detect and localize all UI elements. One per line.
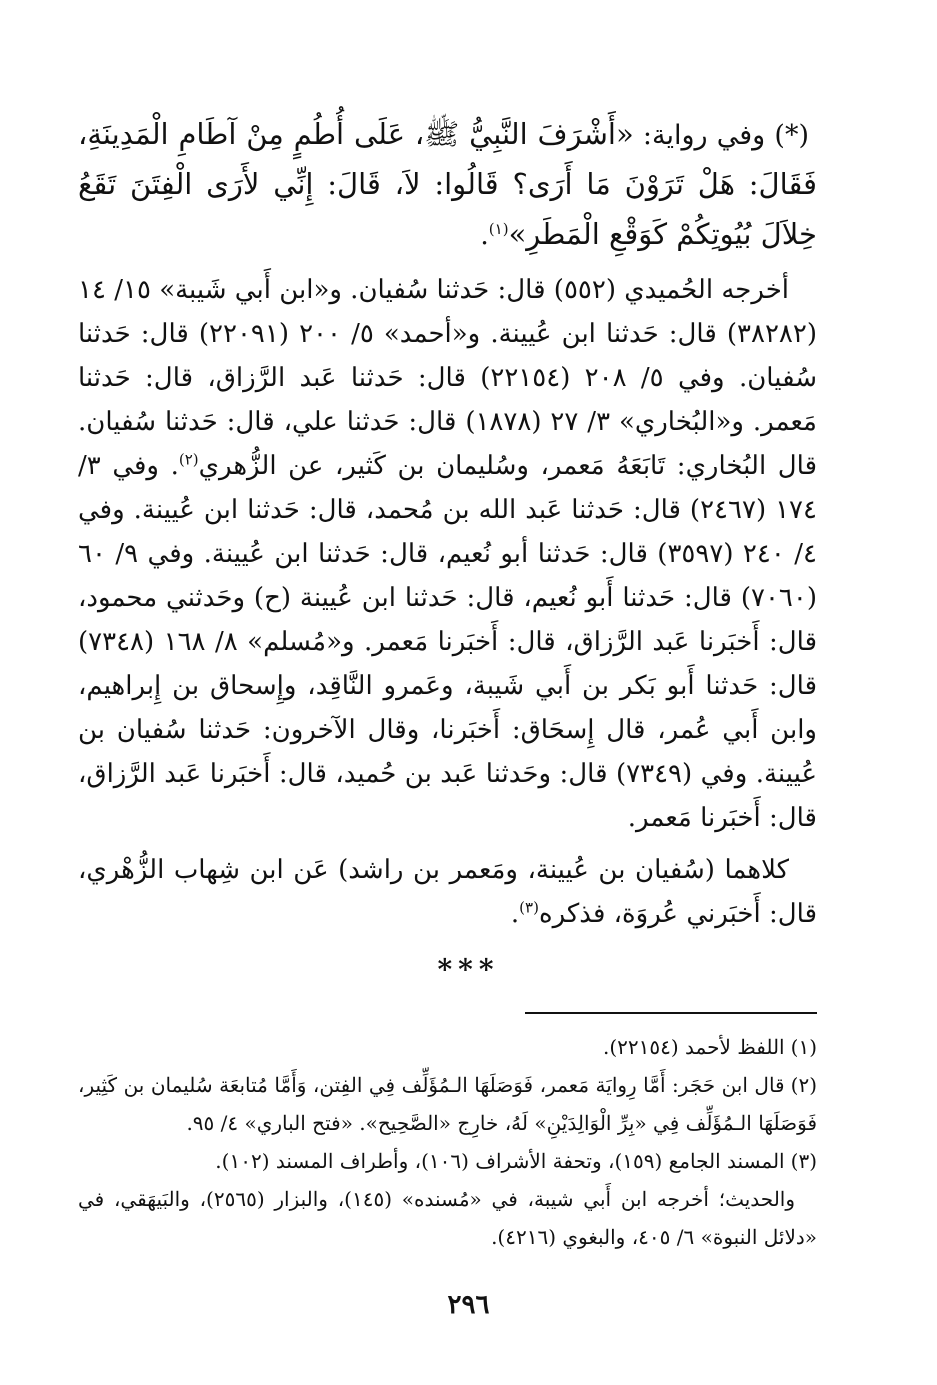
footnote-text: والحديث؛ أخرجه ابن أَبي شيبة، في «مُسنده» (١٤٥)، والبزار (٢٥٦٥)، والبَيهَقي، في «دلائل النبوة» ٦/ ٤٠٥، والبغوي (٤٢١٦).: [78, 1187, 817, 1249]
footnote-3: [78, 1142, 817, 1180]
page-number: ٢٩٦: [447, 1290, 490, 1320]
takhrij-text-part2: . وفي ٣/ ١٧٤ (٢٤٦٧) قال: حَدثنا عَبد الله بن مُحمد، قال: حَدثنا ابن عُيينة. وفي ٤/ ٢٤٠ (٣٥٩٧) قال: حَدثنا أبو نُعيم، قال: حَدثنا ابن عُيينة. وفي ٩/ ٦٠ (٧٠٦٠) قال: حَدثنا أَبو نُعيم، قال: حَدثنا ابن عُيينة (ح) وحَدثني محمود، قال: أَخبَرنا عَبد الرَّزاق، قال: أَخبَرنا مَعمر. و«مُسلم» ٨/ ١٦٨ (٧٣٤٨) قال: حَدثنا أَبو بَكر بن أَبي شَيبة، وعَمرو النَّاقِد، وإِسحاق بن إِبراهيم، وابن أَبي عُمر، قال إِسحَاق: أَخبَرنا، وقال الآخرون: حَدثنا سُفيان بن عُيينة. وفي (٧٣٤٩) قال: وحَدثنا عَبد بن حُميد، قال: أَخبَرنا عَبد الرَّزاق، قال: أَخبَرنا مَعمر.: [78, 451, 817, 833]
footnote-ref-1[interactable]: (١): [488, 220, 509, 238]
footnote-number: (١): [790, 1035, 817, 1059]
hadith-end: .: [480, 220, 489, 251]
footnotes: [78, 1028, 817, 1256]
chain-summary-end: .: [510, 899, 520, 929]
footnote-text: قال ابن حَجَر: أَمَّا رِوايَة مَعمر، فَوَصَلَهَا الـمُؤَلِّف فِي الفِتن، وَأَمَّا مُتابعَة سُليمان بن كَثِير، فَوَصَلَهَا الـمُؤَلِّف فِي «بِرِّ الْوَالِدَيْنِ» لَهُ، خارِج «الصَّحِيح». «فتح الباري» ٤/ ٩٥.: [78, 1073, 817, 1135]
footnote-2: [78, 1066, 817, 1142]
footnote-number: (٢): [790, 1073, 817, 1097]
hadith-paragraph: [78, 110, 817, 260]
intro-text: (*) وفي رواية:: [633, 120, 809, 151]
takhrij-text-part1: أخرجه الحُميدي (٥٥٢) قال: حَدثنا سُفيان. و«ابن أَبي شَيبة» ١٥/ ١٤ (٣٨٢٨٢) قال: حَدثنا ابن عُيينة. و«أحمد» ٥/ ٢٠٠ (٢٢٠٩١) قال: حَدثنا سُفيان. وفي ٥/ ٢٠٨ (٢٢١٥٤) قال: حَدثنا عَبد الرَّزاق، قال: حَدثنا مَعمر. و«البُخاري» ٣/ ٢٧ (١٨٧٨) قال: حَدثنا علي، قال: حَدثنا سُفيان. قال البُخاري: تَابَعَهُ مَعمر، وسُليمان بن كَثير، عن الزُّهري: [78, 275, 818, 481]
footnote-text: اللفظ لأحمد (٢٢١٥٤).: [603, 1035, 785, 1059]
main-text: [78, 110, 817, 944]
footnote-ref-2[interactable]: (٢): [178, 450, 199, 469]
footnote-number: (٣): [790, 1149, 817, 1173]
section-separator: ***: [437, 953, 500, 986]
chain-summary-text: كلاهما (سُفيان بن عُيينة، ومَعمر بن راشد) عَن ابن شِهاب الزُّهْري، قال: أَخبَرني عُروَة، فذكره: [78, 855, 817, 929]
takhrij-paragraph: [78, 268, 817, 840]
chain-summary-paragraph: [78, 848, 817, 936]
footnote-3-continuation: [78, 1180, 817, 1256]
footnote-1: [78, 1028, 817, 1066]
footnote-text: المسند الجامع (١٥٩)، وتحفة الأشراف (١٠٦)، وأطراف المسند (١٠٢).: [215, 1149, 785, 1173]
footnote-ref-3[interactable]: (٣): [519, 898, 539, 917]
hadith-text: «أَشْرَفَ النَّبِيُّ ﷺ، عَلَى أُطُمٍ مِنْ آطَامِ الْمَدِينَةِ، فَقَالَ: هَلْ تَرَوْنَ مَا أَرَى؟ قَالُوا: لاَ، قَالَ: إِنِّي لأَرَى الْفِتَنَ تَقَعُ خِلاَلَ بُيُوتِكُمْ كَوَقْعِ الْمَطَرِ»: [78, 117, 817, 251]
footnote-divider: [525, 1012, 817, 1014]
